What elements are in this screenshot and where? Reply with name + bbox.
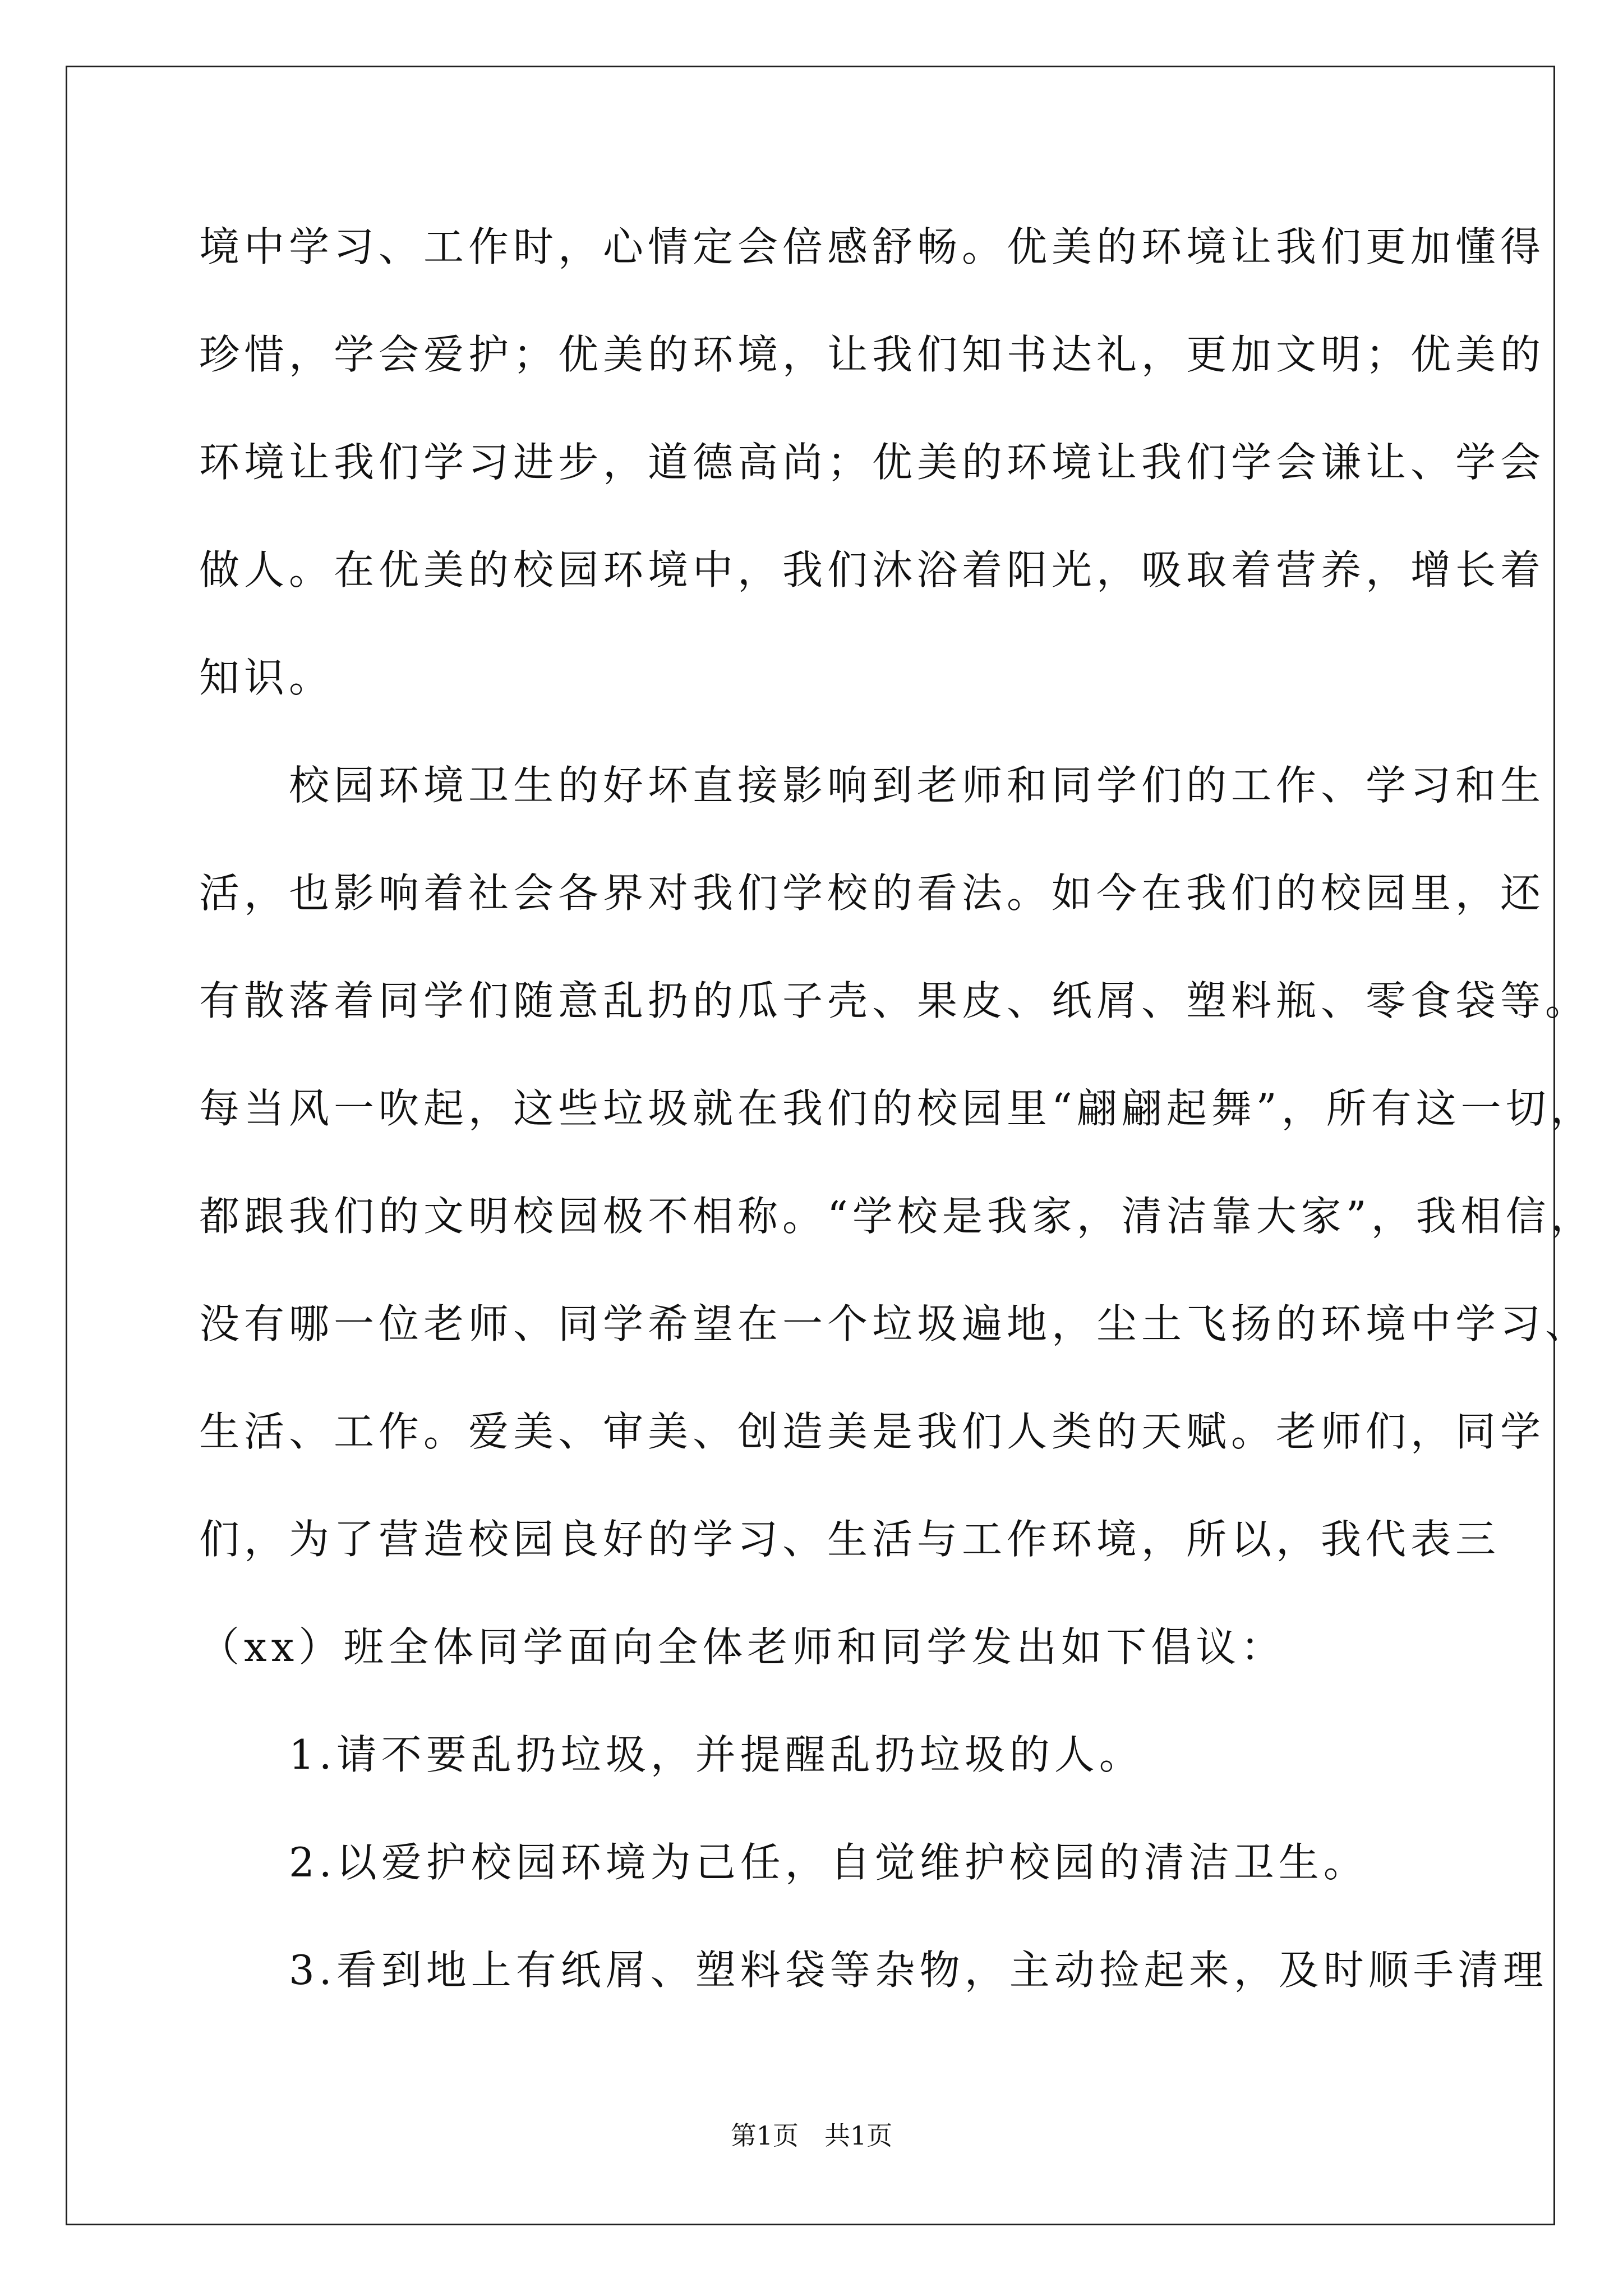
paragraph-line: 做人。在优美的校园环境中，我们沐浴着阳光，吸取着营养，增长着 [199, 546, 1546, 593]
list-item: 1.请不要乱扔垃圾，并提醒乱扔垃圾的人。 [199, 1731, 1144, 1778]
paragraph-line: 有散落着同学们随意乱扔的瓜子壳、果皮、纸屑、塑料瓶、零食袋等。 [199, 977, 1590, 1024]
paragraph-line: 们，为了营造校园良好的学习、生活与工作环境，所以，我代表三 [199, 1516, 1501, 1563]
page-number-footer: 第1页 共1页 [730, 2120, 893, 2151]
list-item: 2.以爱护校园环境为己任，自觉维护校园的清洁卫生。 [199, 1839, 1368, 1886]
paragraph-line: 校园环境卫生的好坏直接影响到老师和同学们的工作、学习和生 [199, 762, 1546, 809]
page-border [66, 66, 1555, 2225]
paragraph-line: 知识。 [199, 654, 334, 701]
paragraph-line: 每当风一吹起，这些垃圾就在我们的校园里“翩翩起舞”，所有这一切， [199, 1085, 1596, 1132]
paragraph-line: （xx）班全体同学面向全体老师和同学发出如下倡议： [199, 1623, 1286, 1671]
paragraph-line: 没有哪一位老师、同学希望在一个垃圾遍地，尘土飞扬的环境中学习、 [199, 1300, 1590, 1347]
paragraph-line: 环境让我们学习进步，道德高尚；优美的环境让我们学会谦让、学会 [199, 439, 1546, 486]
paragraph-line: 生活、工作。爱美、审美、创造美是我们人类的天赋。老师们，同学 [199, 1408, 1546, 1455]
paragraph-line: 珍惜，学会爱护；优美的环境，让我们知书达礼，更加文明；优美的 [199, 331, 1546, 378]
list-item: 3.看到地上有纸屑、塑料袋等杂物，主动捡起来，及时顺手清理 [199, 1947, 1548, 1994]
paragraph-line: 境中学习、工作时，心情定会倍感舒畅。优美的环境让我们更加懂得 [199, 223, 1546, 270]
paragraph-line: 活，也影响着社会各界对我们学校的看法。如今在我们的校园里，还 [199, 869, 1546, 917]
paragraph-line: 都跟我们的文明校园极不相称。“学校是我家，清洁靠大家”，我相信， [199, 1193, 1596, 1240]
